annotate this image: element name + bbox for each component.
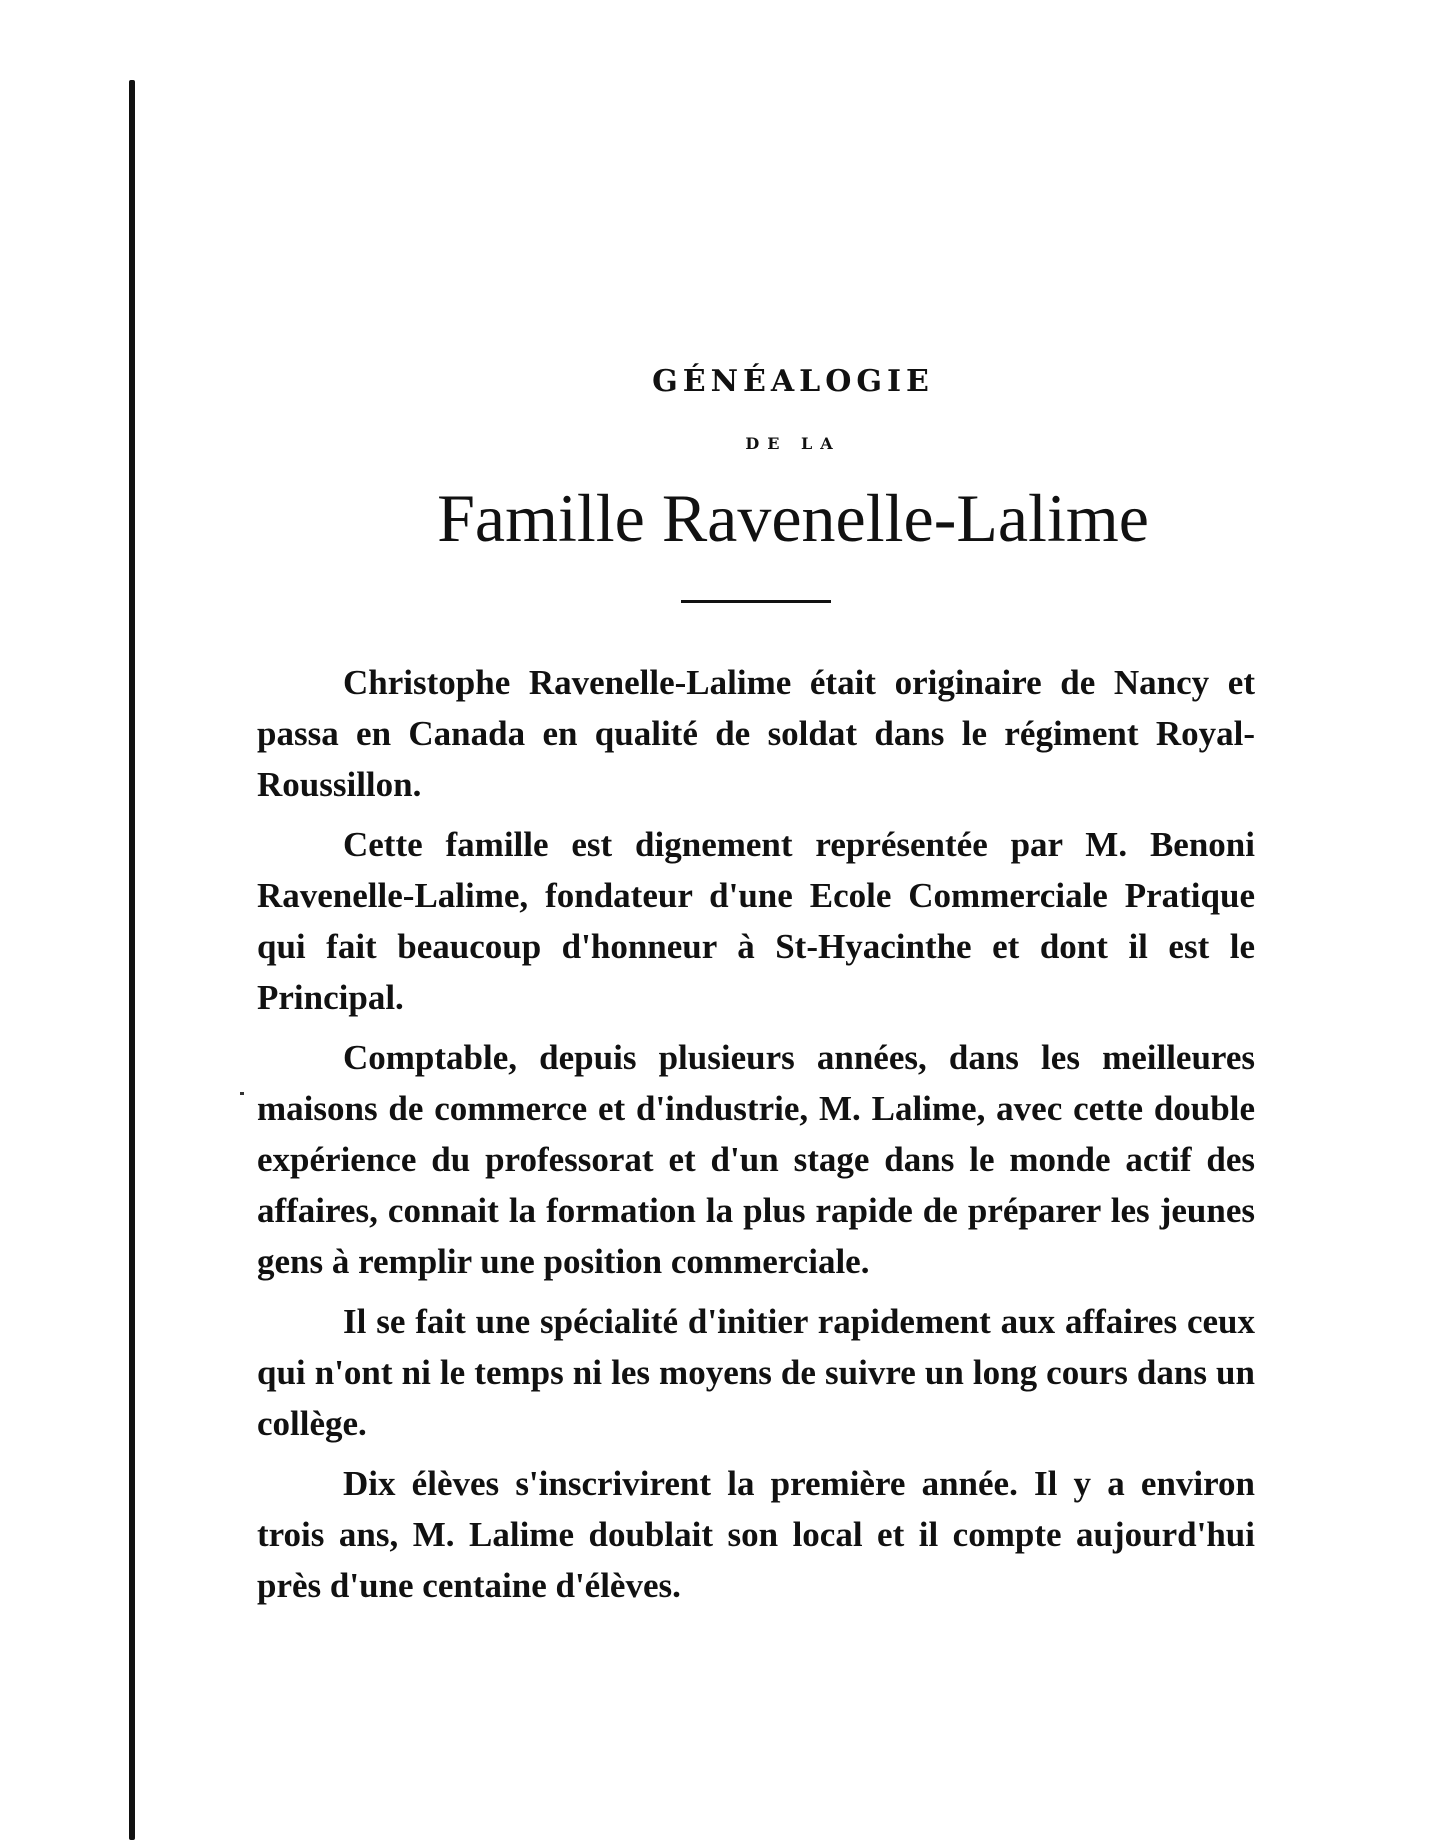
- paragraph-students: Dix élèves s'inscrivirent la première année. Il y a environ trois ans, M. Lalime doublait son local et il compte aujourd'hui près d'une centaine d'élèves.: [257, 1464, 1255, 1605]
- paragraph-origin: Christophe Ravenelle-Lalime était originaire de Nancy et passa en Canada en qualité de soldat dans le régiment Royal-Roussillon.: [257, 663, 1255, 804]
- paragraph-representative: Cette famille est dignement représentée par M. Benoni Ravenelle-Lalime, fondateur d'une Ecole Commerciale Pratique qui fait beaucoup d'honneur à St-Hyacinthe et dont il est le Principal.: [257, 825, 1255, 1017]
- paragraph-specialty: Il se fait une spécialité d'initier rapidement aux affaires ceux qui n'ont ni le temps ni les moyens de suivre un long cours dans un collège.: [257, 1302, 1255, 1443]
- document-page: [257, 360, 1255, 1620]
- title-divider: [681, 600, 831, 603]
- paragraph-accountant: Comptable, depuis plusieurs années, dans les meilleures maisons de commerce et d'industrie, M. Lalime, avec cette double expérience du professorat et d'un stage dans le monde actif des affaires, connait la formation la plus rapide de préparer les jeunes gens à remplir une position commerciale.: [257, 1038, 1255, 1281]
- body-text: [257, 657, 1255, 1611]
- page-title: Famille Ravenelle-Lalime: [437, 480, 1149, 556]
- scan-speck: [240, 1092, 244, 1095]
- page-gutter-line: [129, 80, 135, 1840]
- genealogy-heading: GÉNÉALOGIE: [652, 364, 934, 399]
- de-la-heading: DE LA: [745, 434, 841, 453]
